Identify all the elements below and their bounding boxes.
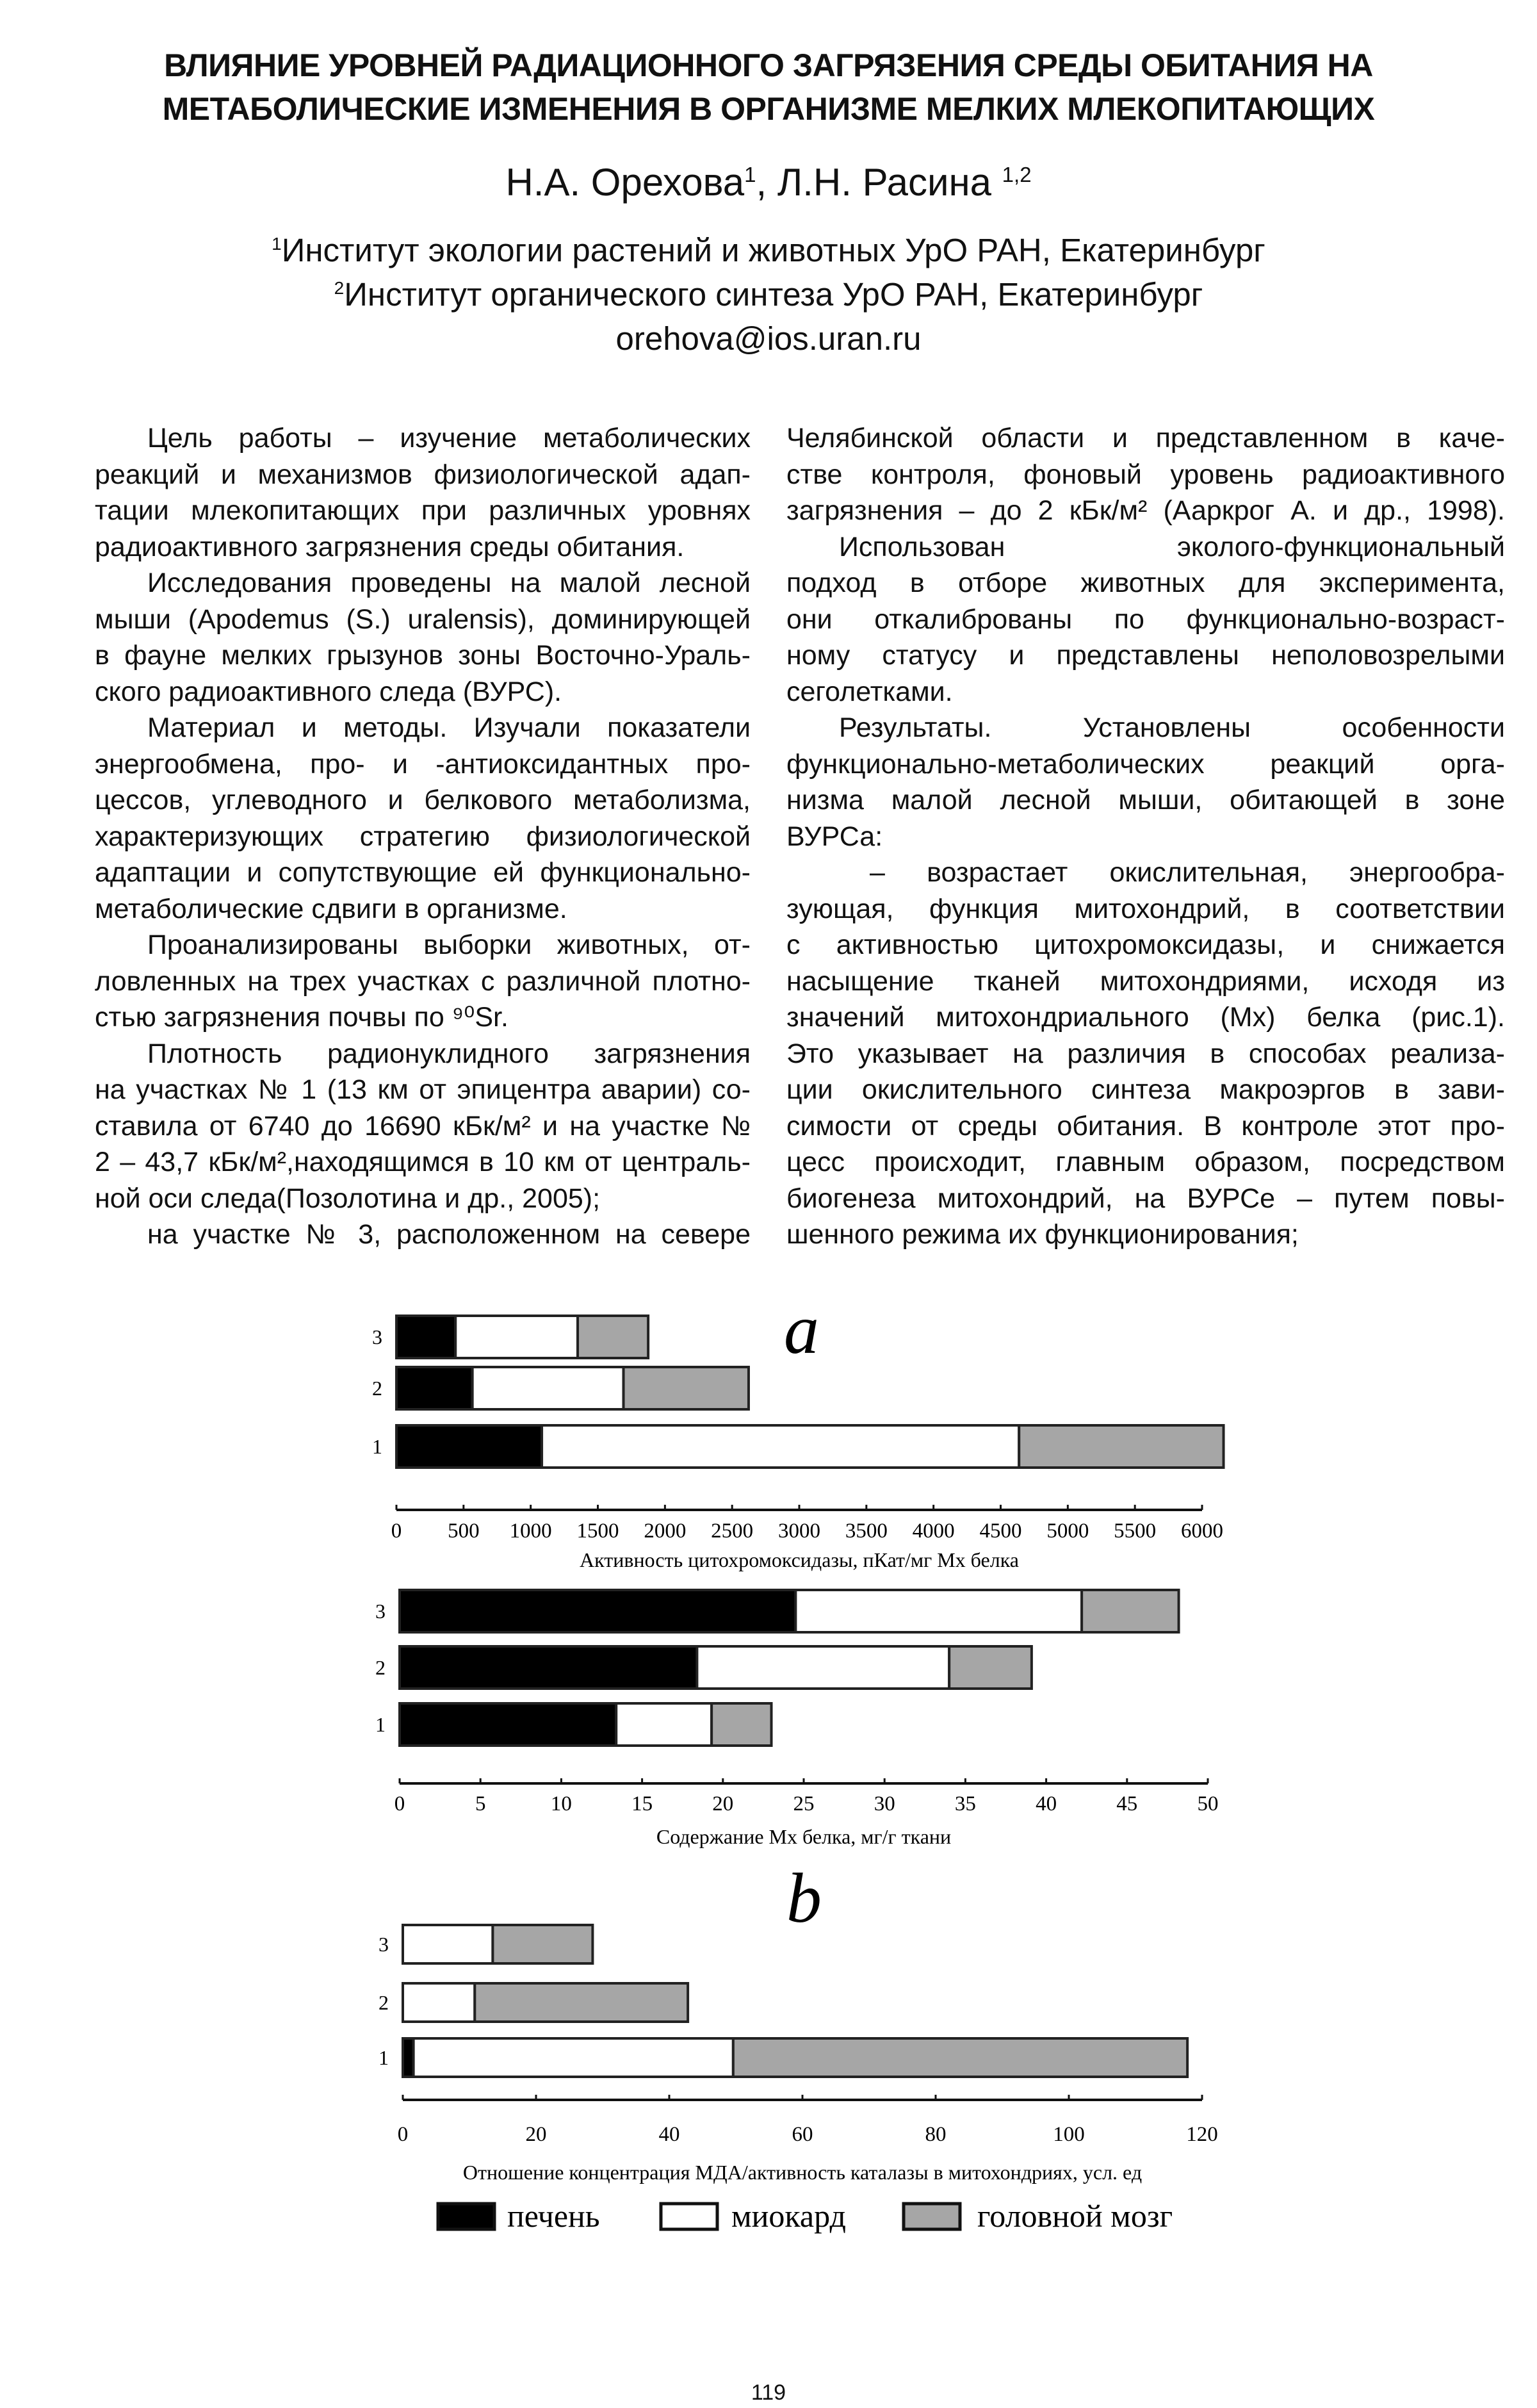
panel-a-label: a [784,1290,819,1368]
text-line: ВУРСа: [786,821,883,852]
text-line: ставила от 6740 до 16690 кБк/м² и на участке № [95,1110,751,1142]
text-line: сеголетками. [786,676,953,707]
text-line: в фауне мелких грызунов зоны Восточно-Ураль- [95,640,751,671]
x-tick-label: 20 [712,1792,734,1815]
x-axis-title: Содержание Мх белка, мг/г ткани [656,1825,952,1848]
x-axis-title: Отношение концентрация МДА/активность каталазы в митохондриях, усл. ед [462,2161,1143,2184]
text-line: ной оси следа(Позолотина и др., 2005); [95,1183,601,1214]
x-tick-label: 0 [391,1519,402,1543]
affiliation-1-text: Институт экологии растений и животных УрО РАН, Екатеринбург [281,232,1265,268]
category-label: 2 [372,1377,382,1400]
category-label: 3 [375,1600,386,1623]
legend-label: печень [507,2198,600,2234]
x-tick-label: 80 [925,2123,947,2146]
text-line: ского радиоактивного следа (ВУРС). [95,676,562,707]
bar-segment-liver [396,1316,455,1358]
x-tick-label: 60 [792,2123,813,2146]
x-tick-label: 3500 [845,1519,888,1543]
x-tick-label: 4000 [912,1519,955,1543]
bar-segment-myocardium [455,1316,578,1358]
text-line: Материал и методы. Изучали показатели [147,712,751,743]
text-line: тации млекопитающих при различных уровнях [95,495,751,526]
bar-segment-brain [1019,1425,1223,1468]
text-line: ловленных на трех участках с различной плотно- [95,965,751,997]
x-tick-label: 10 [550,1792,572,1815]
category-label: 1 [372,1435,382,1458]
text-line: реакций и механизмов физиологической адап- [95,459,751,490]
legend-label: головной мозг [977,2198,1173,2234]
page-number: 119 [751,2380,786,2405]
bar-segment-liver [400,1703,616,1746]
bar-segment-brain [492,1925,592,1963]
email[interactable]: orehova@ios.uran.ru [615,320,922,357]
text-line: функционально-метаболических реакций орга- [786,748,1505,780]
category-label: 1 [375,1713,386,1736]
x-axis-title: Активность цитохромоксидазы, пКат/мг Мх белка [580,1548,1019,1571]
bar-segment-liver [400,1646,697,1689]
x-tick-label: 100 [1053,2123,1085,2146]
bar-segment-brain [578,1316,648,1358]
author-separator: , [756,161,777,204]
x-tick-label: 1000 [509,1519,552,1543]
author-2: Л.Н. Расина [777,161,1002,204]
text-line: низма малой лесной мыши, обитающей в зоне [786,785,1505,815]
category-label: 2 [375,1656,386,1679]
category-label: 3 [372,1325,382,1348]
bar-segment-myocardium [616,1703,712,1746]
text-line: с активностью цитохромоксидазы, и снижается [786,930,1505,960]
text-line: Результаты. Установлены особенности [839,712,1505,743]
title-line-1: ВЛИЯНИЕ УРОВНЕЙ РАДИАЦИОННОГО ЗАГРЯЗЕНИЯ СРЕДЫ ОБИТАНИЯ НА [164,47,1373,83]
panel-b-label: b [786,1859,822,1937]
text-line: 2 – 43,7 кБк/м²,находящимся в 10 км от централь- [95,1147,751,1177]
x-tick-label: 45 [1116,1792,1138,1815]
bar-segment-brain [624,1367,749,1409]
category-label: 3 [378,1933,389,1956]
bar-segment-myocardium [473,1367,624,1409]
x-tick-label: 5 [475,1792,486,1815]
category-label: 1 [378,2046,389,2069]
text-line: Проанализированы выборки животных, от- [147,930,751,960]
x-tick-label: 120 [1186,2123,1218,2146]
text-line: ному статусу и представлены неполовозрелыми [786,640,1505,671]
x-tick-label: 0 [394,1792,405,1815]
x-tick-label: 5500 [1114,1519,1157,1543]
author-1-affil: 1 [744,163,756,186]
bar-segment-brain [949,1646,1032,1689]
bar-segment-brain [1082,1590,1178,1632]
x-tick-label: 2500 [711,1519,754,1543]
text-line: симости от среды обитания. В контроле этот про- [786,1110,1505,1142]
bar-segment-myocardium [795,1590,1082,1632]
x-tick-label: 15 [631,1792,653,1815]
text-line: мыши (Apodemus (S.) uralensis), доминирующей [95,603,751,635]
bar-segment-liver [396,1367,473,1409]
x-tick-label: 30 [874,1792,895,1815]
text-line: насыщение тканей митохондриями, исходя из [786,965,1505,997]
text-line: они откалиброваны по функционально-возраст- [786,603,1505,635]
x-tick-label: 500 [448,1519,480,1543]
bar-segment-myocardium [414,2038,733,2077]
category-label: 2 [378,1991,389,2014]
bar-segment-myocardium [697,1646,949,1689]
text-line: подход в отборе животных для эксперимента, [786,568,1505,598]
text-line: стве контроля, фоновый уровень радиоактивного [786,459,1505,490]
text-line: цесс происходит, главным образом, посредством [786,1147,1505,1177]
x-tick-label: 0 [397,2123,409,2146]
text-line: Челябинской области и представленном в каче- [786,423,1505,454]
x-tick-label: 40 [658,2123,680,2146]
bar-segment-liver [400,1590,795,1632]
title-line-2: МЕТАБОЛИЧЕСКИЕ ИЗМЕНЕНИЯ В ОРГАНИЗМЕ МЕЛКИХ МЛЕКОПИТАЮЩИХ [162,91,1375,127]
bar-segment-myocardium [542,1425,1019,1468]
x-tick-label: 25 [793,1792,815,1815]
text-line: Использован эколого-функциональный [839,531,1505,562]
author-1: Н.А. Орехова [505,161,745,204]
bar-segment-brain [733,2038,1187,2077]
text-line: – возрастает окислительная, энергообра- [870,857,1505,888]
x-tick-label: 3000 [778,1519,820,1543]
author-2-affil: 1,2 [1002,163,1032,186]
text-line: стью загрязнения почвы по ⁹⁰Sr. [95,1002,508,1033]
affiliation-2-number: 2 [334,278,345,298]
x-tick-label: 35 [954,1792,976,1815]
text-line: ции окислительного синтеза макроэргов в зави- [786,1074,1505,1105]
text-line: загрязнения – до 2 кБк/м² (Ааркрог А. и др., 1998). [786,495,1505,526]
text-line: цессов, углеводного и белкового метаболизма, [95,785,751,815]
text-line: метаболические сдвиги в организме. [95,893,567,924]
x-tick-label: 5000 [1046,1519,1089,1543]
text-line: на участке № 3, расположенном на севере [147,1219,751,1250]
text-line: на участках № 1 (13 км от эпицентра аварии) со- [95,1074,751,1105]
x-tick-label: 40 [1036,1792,1057,1815]
text-line: Исследования проведены на малой лесной [147,568,751,598]
bar-segment-liver [403,2038,414,2077]
legend-label: миокард [731,2198,846,2234]
text-line: шенного режима их функционирования; [786,1219,1299,1250]
text-line: Это указывает на различия в способах реализа- [786,1038,1505,1069]
bar-segment-myocardium [403,1983,475,2022]
text-line: зующая, функция митохондрий, в соответствии [786,893,1505,924]
text-line: характеризующих стратегию физиологической [95,821,751,852]
affiliation-1-number: 1 [272,234,282,254]
text-line: Цель работы – изучение метаболических [147,423,751,454]
text-line: биогенеза митохондрий, на ВУРСе – путем повы- [786,1183,1505,1214]
bar-segment-liver [396,1425,542,1468]
x-tick-label: 4500 [979,1519,1022,1543]
x-tick-label: 50 [1197,1792,1219,1815]
bar-segment-brain [712,1703,771,1746]
text-line: энергообмена, про- и -антиоксидантных про- [95,748,751,780]
x-tick-label: 6000 [1181,1519,1223,1543]
text-line: Плотность радионуклидного загрязнения [147,1038,751,1069]
legend-swatch-1 [661,2204,717,2229]
bar-segment-myocardium [403,1925,492,1963]
x-tick-label: 20 [525,2123,547,2146]
legend-swatch-0 [438,2204,494,2229]
x-tick-label: 2000 [644,1519,687,1543]
text-line: адаптации и сопутствующие ей функционально- [95,857,751,888]
x-tick-label: 1500 [576,1519,619,1543]
legend-swatch-2 [904,2204,960,2229]
text-line: радиоактивного загрязнения среды обитания. [95,531,685,562]
text-line: значений митохондриального (Мх) белка (рис.1). [786,1002,1505,1033]
affiliation-2-text: Институт органического синтеза УрО РАН, Екатеринбург [344,276,1203,313]
bar-segment-brain [475,1983,688,2022]
